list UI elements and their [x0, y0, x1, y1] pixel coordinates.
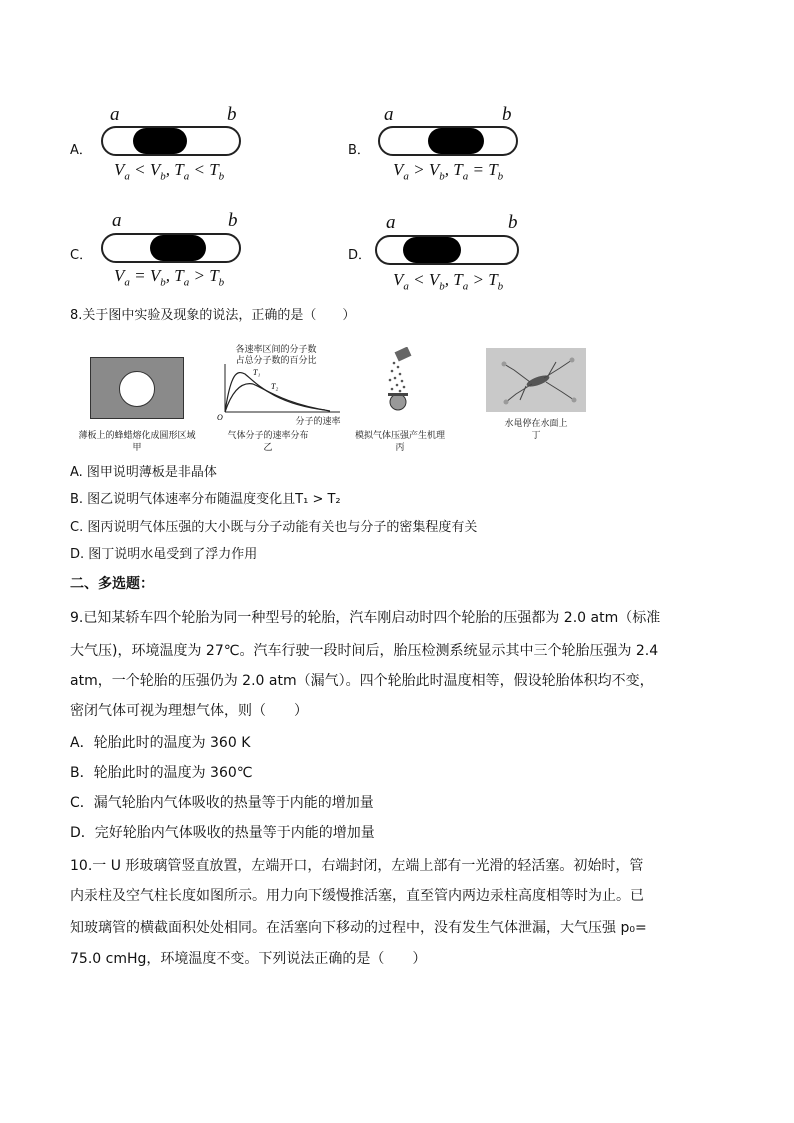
section-heading: 二、多选题： — [70, 576, 154, 592]
q8-option-b: B. 图乙说明气体速率分布随温度变化且T₁ > T₂ — [70, 492, 341, 507]
option-letter: A． — [70, 143, 92, 158]
condition-text: $V_a < V_b$, $T_a < T_b$ — [114, 160, 225, 183]
figure-jia-tag: 甲 — [132, 443, 142, 453]
q9-option-d: D．完好轮胎内气体吸收的热量等于内能的增加量 — [70, 825, 375, 841]
condition-text: $V_a = V_b$, $T_a > T_b$ — [114, 266, 225, 289]
mercury-column — [150, 235, 206, 261]
figure-yi-ylabel-1: 各速率区间的分子数 — [235, 345, 317, 355]
figure-jia-plate — [90, 357, 184, 419]
q10-line-2: 内汞柱及空气柱长度如图所示。用力向下缓慢推活塞，直至管内两边汞柱高度相等时为止。已 — [70, 888, 644, 904]
figure-bing-caption: 模拟气体压强产生机理 — [354, 431, 445, 441]
figure-yi-xlabel: 分子的速率 — [295, 417, 341, 427]
figure-jia-caption: 薄板上的蜂蜡熔化成圆形区域 — [78, 431, 196, 441]
mercury-column — [403, 237, 461, 263]
figure-ding-tag: 丁 — [531, 431, 541, 441]
figure-ding-caption: 水黾停在水面上 — [504, 419, 568, 429]
q8-option-d: D. 图丁说明水黾受到了浮力作用 — [70, 547, 258, 562]
label-a: a — [384, 104, 394, 125]
wax-circle — [119, 371, 155, 407]
label-b: b — [502, 104, 512, 125]
speed-distribution-graph — [215, 362, 345, 422]
label-t2: T₂ — [271, 382, 279, 391]
label-b: b — [228, 210, 238, 231]
falling-beans — [389, 362, 406, 393]
mercury-column — [133, 128, 187, 154]
q8-stem: 8.关于图中实验及现象的说法，正确的是（ ） — [70, 308, 356, 323]
q9-line-1: 9.已知某轿车四个轮胎为同一种型号的轮胎，汽车刚启动时四个轮胎的压强都为 2.0 atm（标准 — [70, 610, 661, 626]
q8-option-c: C. 图丙说明气体压强的大小既与分子动能有关也与分子的密集程度有关 — [70, 520, 478, 535]
option-letter: D． — [348, 248, 372, 263]
q8-option-a: A. 图甲说明薄板是非晶体 — [70, 465, 217, 480]
label-b: b — [227, 104, 237, 125]
figure-yi-ylabel-2: 占总分子数的百分比 — [235, 356, 317, 366]
scale-pan — [388, 393, 408, 396]
option-letter: C． — [70, 248, 93, 263]
curve-t1 — [225, 373, 325, 412]
q9-line-3: atm，一个轮胎的压强仍为 2.0 atm（漏气）。四个轮胎此时温度相等，假设轮胎体积均不变， — [70, 673, 654, 689]
q10-line-3: 知玻璃管的横截面积处处相同。在活塞向下移动的过程中，没有发生气体泄漏，大气压强 p₀= — [70, 920, 647, 936]
origin-label: O — [217, 413, 223, 422]
pouring-cup — [395, 347, 412, 361]
label-a: a — [110, 104, 120, 125]
label-b: b — [508, 212, 518, 233]
figure-bing-tag: 丙 — [395, 443, 405, 453]
q9-option-a: A．轮胎此时的温度为 360 K — [70, 735, 251, 751]
q9-option-c: C．漏气轮胎内气体吸收的热量等于内能的增加量 — [70, 795, 374, 811]
q9-option-b: B．轮胎此时的温度为 360℃ — [70, 765, 253, 781]
scale-icon — [390, 394, 406, 410]
q10-line-1: 10.一 U 形玻璃管竖直放置，左端开口，右端封闭，左端上部有一光滑的轻活塞。初始时，管 — [70, 858, 644, 874]
pressure-simulation-image — [380, 347, 420, 415]
label-a: a — [386, 212, 396, 233]
q9-line-2: 大气压)，环境温度为 27℃。汽车行驶一段时间后，胎压检测系统显示其中三个轮胎压强为 2.4 — [70, 643, 659, 659]
q9-line-4: 密闭气体可视为理想气体，则（ ） — [70, 703, 308, 719]
condition-text: $V_a < V_b$, $T_a > T_b$ — [393, 270, 504, 293]
option-letter: B． — [348, 143, 370, 158]
label-t1: T₁ — [253, 368, 261, 377]
label-a: a — [112, 210, 122, 231]
mercury-column — [428, 128, 484, 154]
water-strider-photo — [486, 348, 586, 412]
condition-text: $V_a > V_b$, $T_a = T_b$ — [393, 160, 504, 183]
figure-yi-caption: 气体分子的速率分布 — [227, 431, 309, 441]
figure-yi-tag: 乙 — [263, 443, 273, 453]
q10-line-4: 75.0 cmHg，环境温度不变。下列说法正确的是（ ） — [70, 951, 427, 967]
